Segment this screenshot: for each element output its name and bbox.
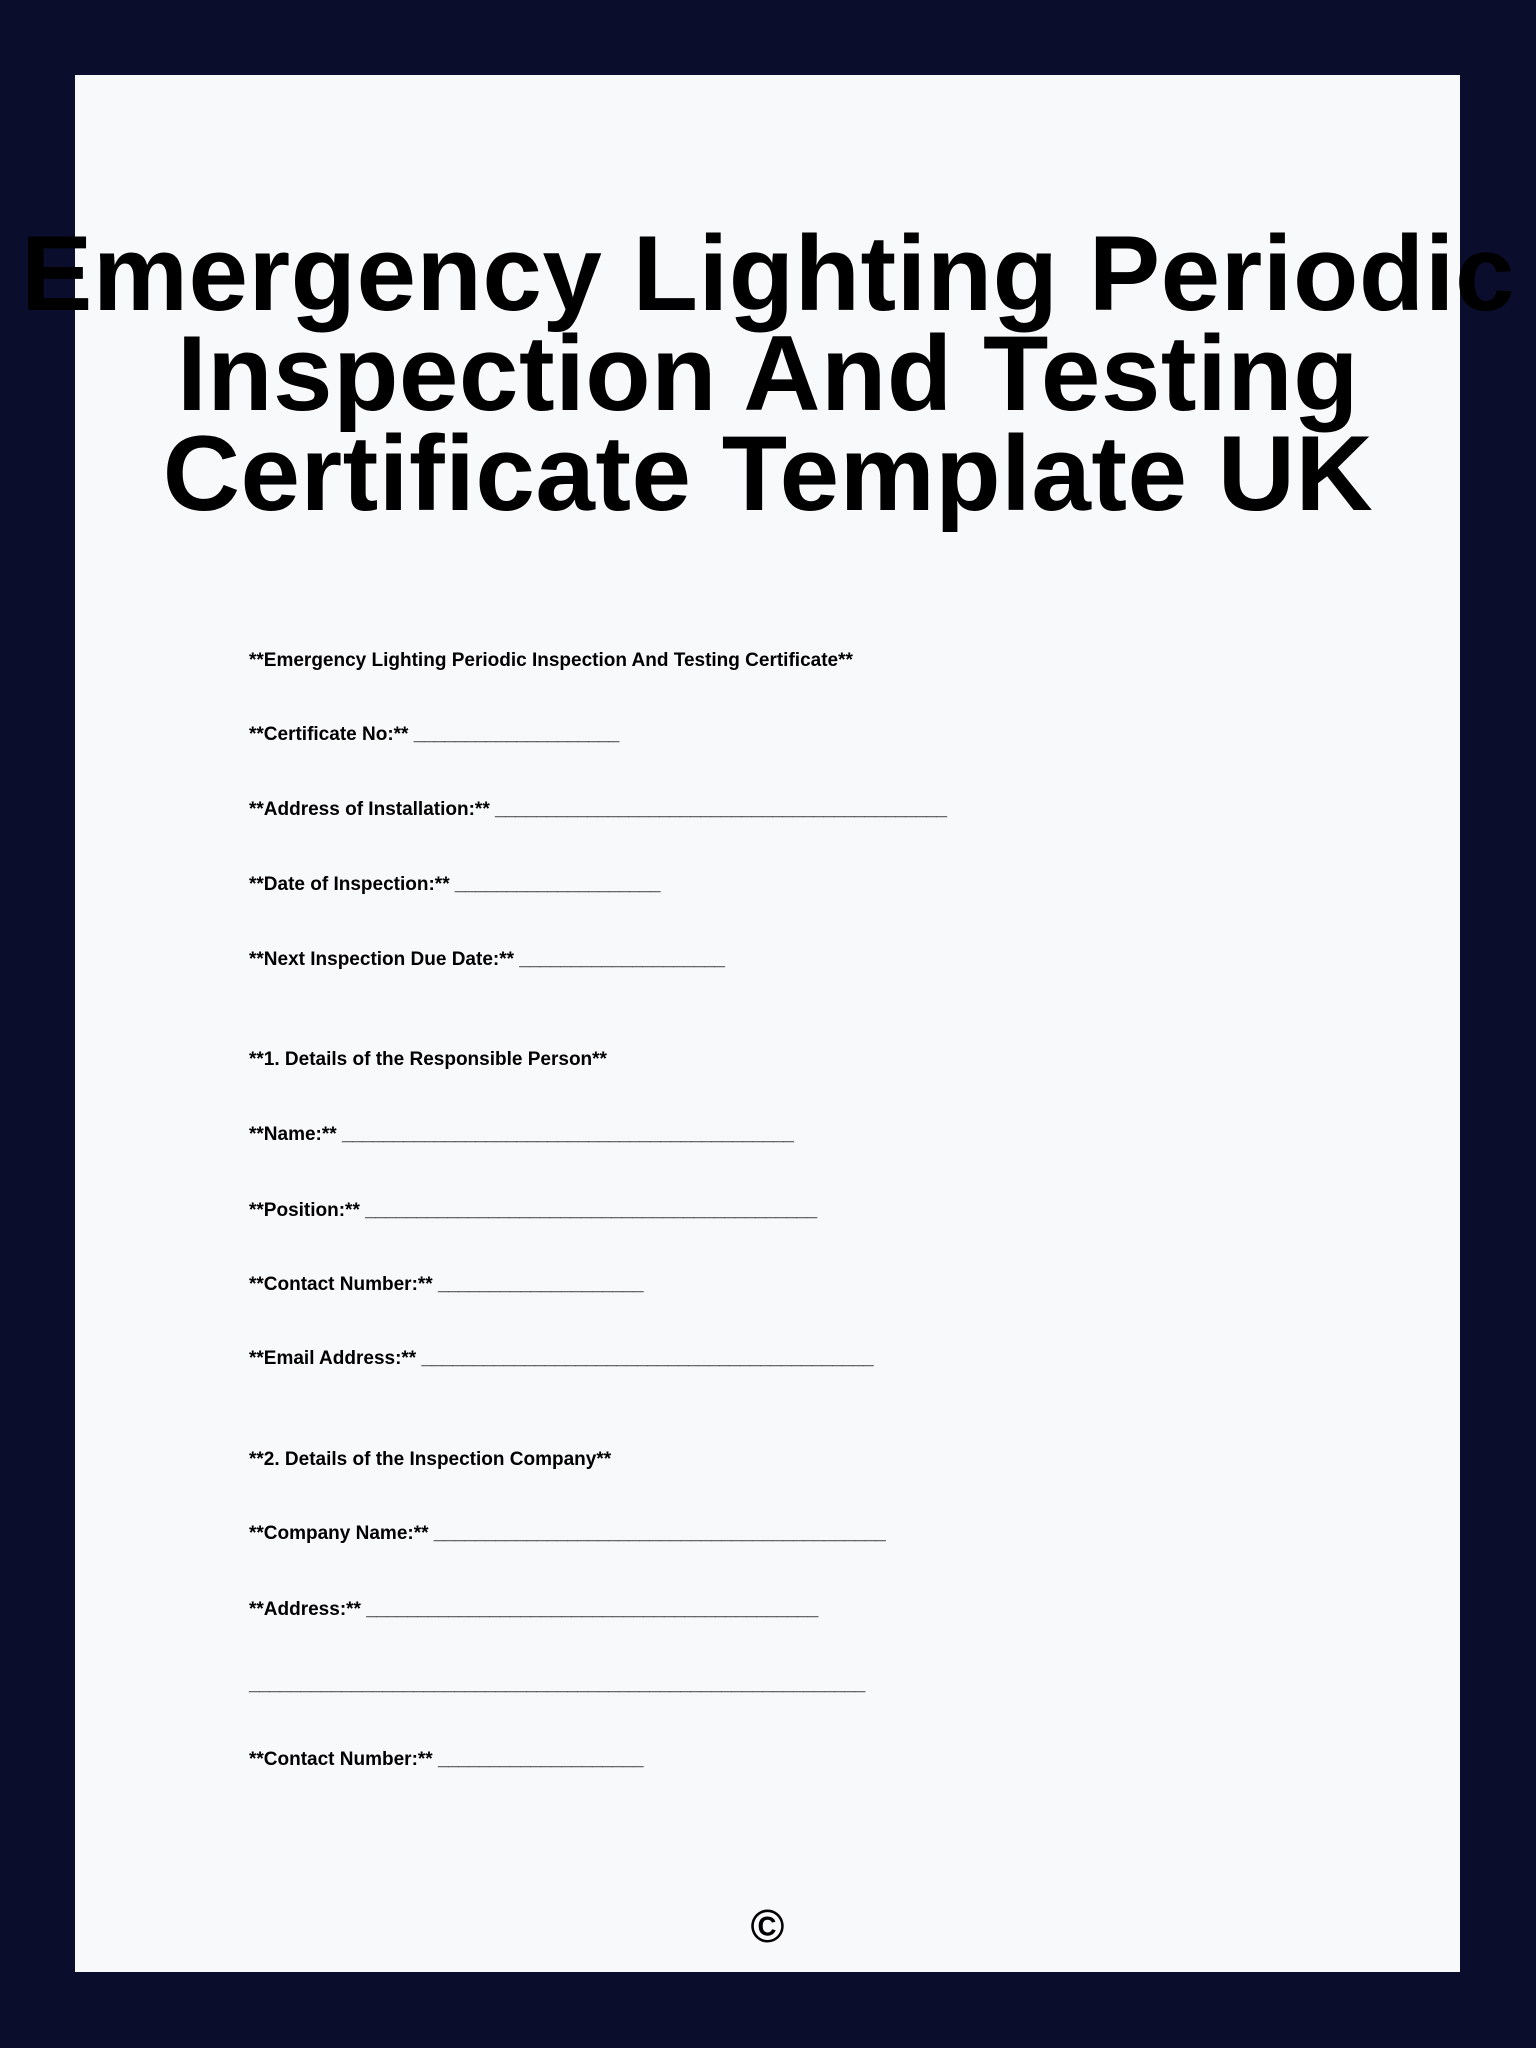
field-label: **Position:** xyxy=(249,1200,360,1221)
field-label: **Company Name:** xyxy=(249,1523,429,1544)
field-label: **Contact Number:** xyxy=(249,1274,433,1295)
company-address-blank[interactable]: ____________________________________________ xyxy=(366,1599,818,1620)
section-2-heading: **2. Details of the Inspection Company** xyxy=(249,1449,612,1470)
certificate-heading: **Emergency Lighting Periodic Inspection And Testing Certificate** xyxy=(249,650,853,671)
title-line: Inspection And Testing xyxy=(176,313,1360,433)
company-address-field xyxy=(249,1599,818,1621)
name-field xyxy=(249,1124,794,1146)
field-label: **Certificate No:** xyxy=(249,724,409,745)
field-label: **Contact Number:** xyxy=(249,1749,433,1770)
company-contact-number-blank[interactable]: ____________________ xyxy=(437,1749,644,1770)
next-inspection-due-blank[interactable]: ____________________ xyxy=(519,949,725,970)
company-name-blank[interactable]: ____________________________________________ xyxy=(433,1523,886,1544)
contact-number-blank[interactable]: ____________________ xyxy=(437,1274,644,1295)
company-name-field xyxy=(249,1523,886,1545)
address-of-installation-field xyxy=(249,799,947,821)
certificate-no-field xyxy=(249,724,619,746)
document-page xyxy=(21,75,1515,1972)
copyright-icon: © xyxy=(750,1900,785,1952)
company-address-line2-blank[interactable]: ____________________________________________________________ xyxy=(249,1674,866,1695)
field-label: **Next Inspection Due Date:** xyxy=(249,949,515,970)
date-of-inspection-field xyxy=(249,874,660,896)
company-contact-number-field xyxy=(249,1749,643,1771)
position-field xyxy=(249,1200,817,1222)
field-label: **Date of Inspection:** xyxy=(249,874,450,895)
title-line: Certificate Template UK xyxy=(162,413,1374,533)
email-address-field xyxy=(249,1348,873,1370)
date-of-inspection-blank[interactable]: ____________________ xyxy=(454,874,661,895)
name-blank[interactable]: ____________________________________________ xyxy=(341,1124,794,1145)
field-label: **Address of Installation:** xyxy=(249,799,490,820)
field-label: **Name:** xyxy=(249,1124,337,1145)
field-label: **Address:** xyxy=(249,1599,361,1620)
certificate-no-blank[interactable]: ____________________ xyxy=(413,724,620,745)
page-title xyxy=(0,213,1536,533)
title-line: Emergency Lighting Periodic xyxy=(21,213,1515,333)
next-inspection-due-field xyxy=(249,949,725,971)
position-blank[interactable]: ____________________________________________ xyxy=(365,1200,817,1221)
address-of-installation-blank[interactable]: ____________________________________________ xyxy=(495,799,947,820)
section-1-heading: **1. Details of the Responsible Person** xyxy=(249,1049,607,1070)
field-label: **Email Address:** xyxy=(249,1348,417,1369)
email-address-blank[interactable]: ____________________________________________ xyxy=(421,1348,874,1369)
contact-number-field xyxy=(249,1274,643,1296)
company-address-line2-field xyxy=(249,1674,865,1696)
